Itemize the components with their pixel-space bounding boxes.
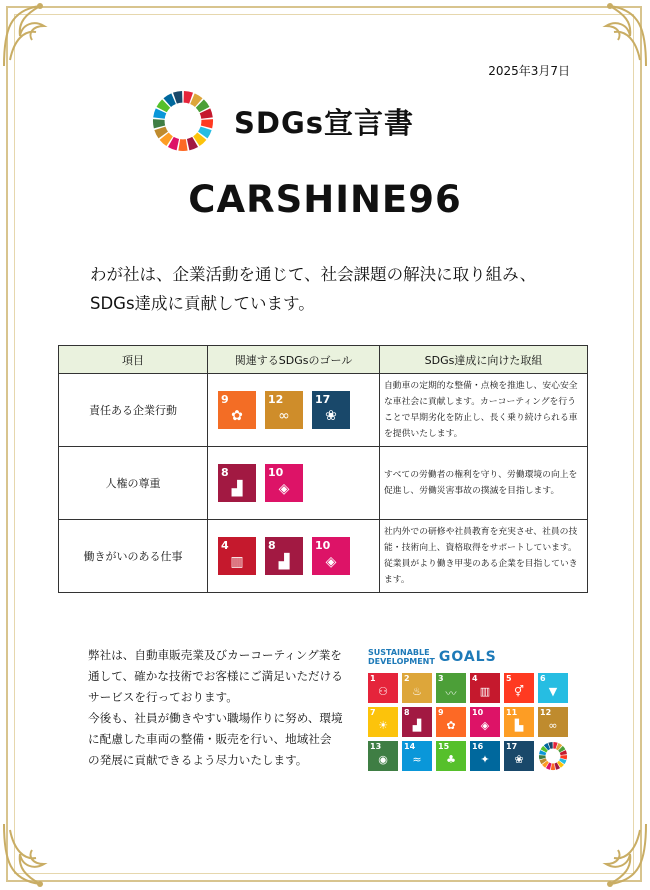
row-item-label: 責任ある企業行動 bbox=[59, 374, 208, 447]
goal-glyph-icon: 〰 bbox=[445, 687, 457, 700]
table-row bbox=[59, 447, 588, 520]
goal-number: 6 bbox=[540, 674, 546, 683]
sdg-goal-tile bbox=[368, 673, 398, 703]
sdg-goal-tile bbox=[368, 707, 398, 737]
goal-number: 15 bbox=[438, 742, 450, 751]
sdg-goal-tile bbox=[402, 673, 432, 703]
goal-glyph-icon: ◉ bbox=[378, 753, 388, 766]
sdg-goal-tile bbox=[368, 741, 398, 771]
goal-number: 3 bbox=[438, 674, 444, 683]
sdg-goal-icon bbox=[265, 537, 303, 575]
goal-glyph-icon: ▟ bbox=[412, 719, 422, 732]
sdg-goal-icon bbox=[312, 537, 350, 575]
sdg-goal-icon bbox=[218, 391, 256, 429]
flourish-corner-icon bbox=[580, 0, 650, 70]
sdg-goal-tile bbox=[504, 673, 534, 703]
sdg-goal-tile bbox=[436, 673, 466, 703]
sdg-goal-tile bbox=[470, 673, 500, 703]
flourish-corner-icon bbox=[580, 820, 650, 890]
closing-line: 今後も、社員が働きやすい職場作りに努め、環境 bbox=[88, 711, 343, 725]
sdg-goal-icon bbox=[218, 464, 256, 502]
closing-line: 弊社は、自動車販売業及びカーコーティング業を bbox=[88, 648, 342, 662]
sdg-goal-tile bbox=[538, 673, 568, 703]
title-row bbox=[152, 90, 414, 152]
goal-glyph-icon: ▥ bbox=[479, 685, 491, 698]
goal-number: 9 bbox=[221, 393, 229, 406]
goal-tile-grid bbox=[368, 673, 580, 771]
goal-glyph-icon: ❀ bbox=[325, 408, 337, 424]
row-item-label: 働きがいのある仕事 bbox=[59, 520, 208, 593]
goal-number: 12 bbox=[540, 708, 552, 717]
goal-glyph-icon: ▥ bbox=[230, 554, 244, 570]
goal-glyph-icon: ◈ bbox=[480, 719, 490, 732]
goal-number: 17 bbox=[315, 393, 331, 406]
goal-glyph-icon: ▼ bbox=[548, 685, 558, 698]
closing-line: の発展に貢献できるよう尽力いたします。 bbox=[88, 753, 308, 767]
table-header-row bbox=[59, 346, 588, 374]
table-row bbox=[59, 520, 588, 593]
sdg-goals-poster bbox=[368, 648, 580, 771]
goal-glyph-icon: ⚇ bbox=[378, 685, 388, 698]
sdg-goal-tile bbox=[504, 707, 534, 737]
goal-number: 4 bbox=[221, 539, 229, 552]
column-header-goals: 関連するSDGsのゴール bbox=[208, 346, 380, 374]
table-row bbox=[59, 374, 588, 447]
row-goal-icons bbox=[208, 520, 380, 593]
intro-line: わが社は、企業活動を通じて、社会課題の解決に取り組み、 bbox=[90, 265, 537, 284]
goal-number: 8 bbox=[221, 466, 229, 479]
goal-glyph-icon: ▟ bbox=[278, 554, 290, 570]
goal-number: 12 bbox=[268, 393, 284, 406]
page-title: SDGs宣言書 bbox=[234, 105, 415, 140]
sdg-wheel-icon bbox=[538, 741, 568, 771]
sdg-goal-tile bbox=[470, 707, 500, 737]
sdg-goal-tile bbox=[436, 741, 466, 771]
goal-number: 11 bbox=[506, 708, 518, 717]
goal-glyph-icon: ❀ bbox=[514, 753, 524, 766]
goal-glyph-icon: ∞ bbox=[278, 408, 290, 424]
closing-line: に配慮した車両の整備・販売を行い、地域社会 bbox=[88, 732, 332, 746]
intro-text bbox=[90, 260, 536, 318]
goal-number: 9 bbox=[438, 708, 444, 717]
goal-glyph-icon: ⚥ bbox=[514, 685, 524, 698]
logo-goals-word: GOALS bbox=[438, 648, 497, 665]
document-date: 2025年3月7日 bbox=[488, 64, 570, 78]
sdg-table bbox=[58, 345, 588, 593]
sdg-goal-tile bbox=[470, 741, 500, 771]
flourish-corner-icon bbox=[0, 820, 70, 890]
intro-line: SDGs達成に貢献しています。 bbox=[90, 294, 315, 313]
goal-number: 10 bbox=[472, 708, 484, 717]
goal-glyph-icon: ◈ bbox=[278, 481, 290, 497]
sdg-goal-tile bbox=[436, 707, 466, 737]
row-item-label: 人権の尊重 bbox=[59, 447, 208, 520]
goal-number: 8 bbox=[404, 708, 410, 717]
sdg-goal-tile bbox=[538, 707, 568, 737]
sdg-goal-tile bbox=[402, 741, 432, 771]
goal-number: 10 bbox=[315, 539, 331, 552]
company-name: CARSHINE96 bbox=[188, 178, 462, 221]
sdg-goals-logo bbox=[368, 648, 580, 666]
goal-number: 8 bbox=[268, 539, 276, 552]
goal-number: 7 bbox=[370, 708, 376, 717]
goal-glyph-icon: ☀ bbox=[378, 719, 388, 732]
goal-glyph-icon: ▙ bbox=[514, 719, 524, 732]
sdg-goal-icon bbox=[265, 464, 303, 502]
row-action-text: 自動車の定期的な整備・点検を推進し、安心安全な車社会に貢献します。カーコーティングを行うことで早期劣化を防止し、長く乗り続けられる車を提供いたします。 bbox=[380, 374, 588, 447]
logo-line: DEVELOPMENT bbox=[368, 657, 435, 666]
goal-glyph-icon: ✿ bbox=[231, 408, 243, 424]
goal-number: 16 bbox=[472, 742, 484, 751]
closing-line: サービスを行っております。 bbox=[88, 690, 238, 704]
goal-glyph-icon: ∞ bbox=[548, 719, 558, 732]
row-goal-icons bbox=[208, 374, 380, 447]
flourish-corner-icon bbox=[0, 0, 70, 70]
row-action-text: すべての労働者の権利を守り、労働環境の向上を促進し、労働災害事故の撲滅を目指します。 bbox=[380, 447, 588, 520]
goal-number: 13 bbox=[370, 742, 382, 751]
goal-glyph-icon: ♨ bbox=[412, 685, 422, 698]
sdg-goal-tile bbox=[402, 707, 432, 737]
sdg-goal-icon bbox=[218, 537, 256, 575]
sdg-wheel-icon bbox=[152, 90, 214, 152]
goal-glyph-icon: ◈ bbox=[325, 554, 337, 570]
logo-line: SUSTAINABLE bbox=[368, 648, 430, 657]
goal-number: 5 bbox=[506, 674, 512, 683]
row-goal-icons bbox=[208, 447, 380, 520]
column-header-item: 項目 bbox=[59, 346, 208, 374]
goal-number: 1 bbox=[370, 674, 376, 683]
sdg-goal-icon bbox=[312, 391, 350, 429]
row-action-text: 社内外での研修や社員教育を充実させ、社員の技能・技術向上、資格取得をサポートしています。従業員がより働き甲斐のある企業を目指していきます。 bbox=[380, 520, 588, 593]
sdg-goal-icon bbox=[265, 391, 303, 429]
column-header-action: SDGs達成に向けた取組 bbox=[380, 346, 588, 374]
goal-glyph-icon: ▟ bbox=[231, 481, 243, 497]
goal-glyph-icon: ✿ bbox=[446, 719, 456, 732]
goal-glyph-icon: ♣ bbox=[446, 753, 456, 766]
goal-number: 14 bbox=[404, 742, 416, 751]
goal-glyph-icon: ≈ bbox=[412, 753, 422, 766]
goal-number: 4 bbox=[472, 674, 478, 683]
closing-line: 通して、確かな技術でお客様にご満足いただける bbox=[88, 669, 343, 683]
sdg-goal-tile bbox=[504, 741, 534, 771]
goal-number: 17 bbox=[506, 742, 518, 751]
goal-number: 10 bbox=[268, 466, 284, 479]
closing-text bbox=[88, 645, 343, 771]
goal-number: 2 bbox=[404, 674, 410, 683]
goal-glyph-icon: ✦ bbox=[480, 753, 490, 766]
